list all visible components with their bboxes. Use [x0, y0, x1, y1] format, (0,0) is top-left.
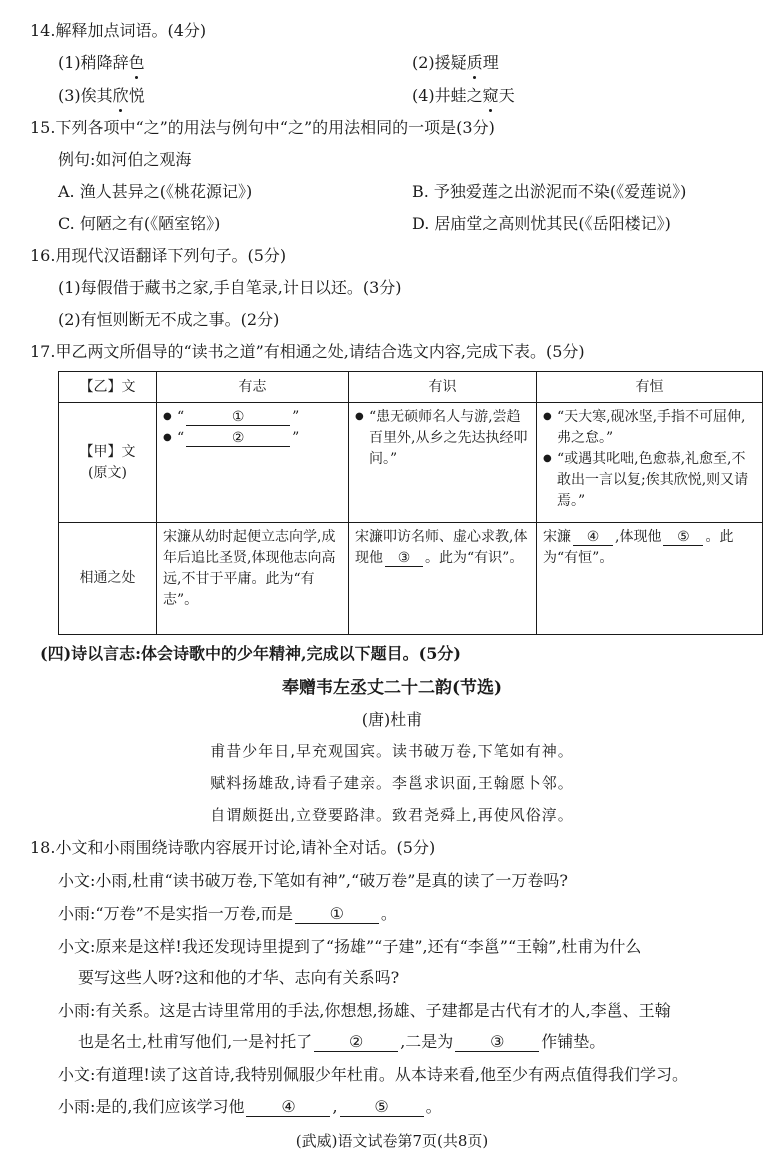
table-cell-youheng-quotes: ● “天大寒,砚冰坚,手指不可屈伸,弗之怠。” ● “或遇其叱咄,色愈恭,礼愈至,不敢出一言以复;俟其欣悦,则又请焉。”: [537, 403, 763, 523]
q15-option-c: C. 何陋之有(《陋室铭》): [58, 214, 221, 233]
dialogue-line-1: 小文:小雨,杜甫“读书破万卷,下笔如有神”,“破万卷”是真的读了一万卷吗?: [58, 871, 568, 890]
table-row-label-common: 相通之处: [59, 523, 157, 635]
table-cell-youzhi-quotes: ● “ ① ” ● “ ② ”: [157, 403, 349, 523]
table-cell-youheng-summary: 宋濂 ④ ,体现他 ⑤ 。此为“有恒”。: [537, 523, 763, 635]
dialogue-line-2: 小雨:“万卷”不是实指一万卷,而是 ① 。: [58, 904, 397, 923]
q15-option-b: B. 予独爱莲之出淤泥而不染(《爱莲说》): [412, 182, 687, 201]
q16-sentence-2: (2)有恒则断无不成之事。(2分): [58, 310, 280, 329]
dotted-char: 质: [466, 53, 483, 72]
dialogue-line-3: 小文:原来是这样!我还发现诗里提到了“扬雄”“子建”,还有“李邕”“王翰”,杜甫为什么: [58, 937, 642, 956]
answer-blank-18-2[interactable]: ②: [314, 1033, 398, 1052]
dialogue-line-4: 小雨:有关系。这是古诗里常用的手法,你想想,扬雄、子建都是古代有才的人,李邕、王翰: [58, 1001, 671, 1020]
table-cell-youshi-summary: 宋濂叩访名师、虚心求教,体现他 ③ 。此为“有识”。: [349, 523, 537, 635]
answer-blank-18-1[interactable]: ①: [295, 905, 379, 924]
reading-comparison-table: [58, 371, 763, 635]
dialogue-line-3-cont: 要写这些人呀?这和他的才华、志向有关系吗?: [78, 968, 400, 987]
q14-item-3: (3)俟其欣悦: [58, 86, 145, 105]
table-header-yiwen: 【乙】文: [59, 372, 157, 403]
table-header-youshi: 有识: [349, 372, 537, 403]
q16-sentence-1: (1)每假借于藏书之家,手自笔录,计日以还。(3分): [58, 278, 402, 297]
dialogue-line-5: 小文:有道理!读了这首诗,我特别佩服少年杜甫。从本诗来看,他至少有两点值得我们学习。: [58, 1065, 688, 1084]
q17-title: 17.甲乙两文所倡导的“读书之道”有相通之处,请结合选文内容,完成下表。(5分): [30, 342, 585, 361]
q15-option-a: A. 渔人甚异之(《桃花源记》): [58, 182, 253, 201]
poem-line-3: 自谓颇挺出,立登要路津。致君尧舜上,再使风俗淳。: [210, 806, 574, 824]
poem-line-2: 赋料扬雄敌,诗看子建亲。李邕求识面,王翰愿卜邻。: [210, 774, 574, 792]
answer-blank-3[interactable]: ③: [385, 551, 423, 567]
q15-example: 例句:如河伯之观海: [58, 150, 192, 169]
dotted-char: 色: [128, 53, 145, 72]
q14-title: 14.解释加点词语。(4分): [30, 21, 207, 40]
dialogue-line-6: 小雨:是的,我们应该学习他 ④ , ⑤ 。: [58, 1097, 442, 1116]
q15-option-d: D. 居庙堂之高则忧其民(《岳阳楼记》): [412, 214, 671, 233]
q14-item-1: (1)稍降辞色: [58, 53, 145, 72]
table-cell-youshi-quote: ● “患无硕师名人与游,尝趋百里外,从乡之先达执经叩问。”: [349, 403, 537, 523]
poem-author: (唐)杜甫: [361, 710, 423, 729]
answer-blank-18-5[interactable]: ⑤: [340, 1098, 424, 1117]
table-row-label-jiawen: 【甲】文 (原文): [59, 403, 157, 523]
dialogue-line-4-cont: 也是名士,杜甫写他们,一是衬托了 ② ,二是为 ③ 作铺垫。: [78, 1032, 606, 1051]
answer-blank-18-4[interactable]: ④: [246, 1098, 330, 1117]
answer-blank-18-3[interactable]: ③: [455, 1033, 539, 1052]
poem-title: 奉赠韦左丞丈二十二韵(节选): [281, 678, 503, 698]
table-header-youheng: 有恒: [537, 372, 763, 403]
table-cell-youzhi-summary: 宋濂从幼时起便立志向学,成年后追比圣贤,体现他志向高远,不甘于平庸。此为“有志”。: [157, 523, 349, 635]
poem-line-1: 甫昔少年日,早充观国宾。读书破万卷,下笔如有神。: [210, 742, 574, 760]
page-footer: (武威)语文试卷第7页(共8页): [295, 1132, 489, 1150]
section-4-heading: (四)诗以言志:体会诗歌中的少年精神,完成以下题目。(5分): [40, 644, 461, 663]
q18-title: 18.小文和小雨围绕诗歌内容展开讨论,请补全对话。(5分): [30, 838, 436, 857]
answer-blank-2[interactable]: ②: [186, 431, 290, 447]
answer-blank-1[interactable]: ①: [186, 410, 290, 426]
q16-title: 16.用现代汉语翻译下列句子。(5分): [30, 246, 287, 265]
dotted-char: 欣: [112, 86, 129, 105]
q15-title: 15.下列各项中“之”的用法与例句中“之”的用法相同的一项是(3分): [30, 118, 495, 137]
q14-item-2: (2)援疑质理: [412, 53, 499, 72]
table-header-youzhi: 有志: [157, 372, 349, 403]
dotted-char: 窥: [482, 86, 499, 105]
answer-blank-5[interactable]: ⑤: [663, 530, 703, 546]
q14-item-4: (4)井蛙之窥天: [412, 86, 515, 105]
answer-blank-4[interactable]: ④: [573, 530, 613, 546]
